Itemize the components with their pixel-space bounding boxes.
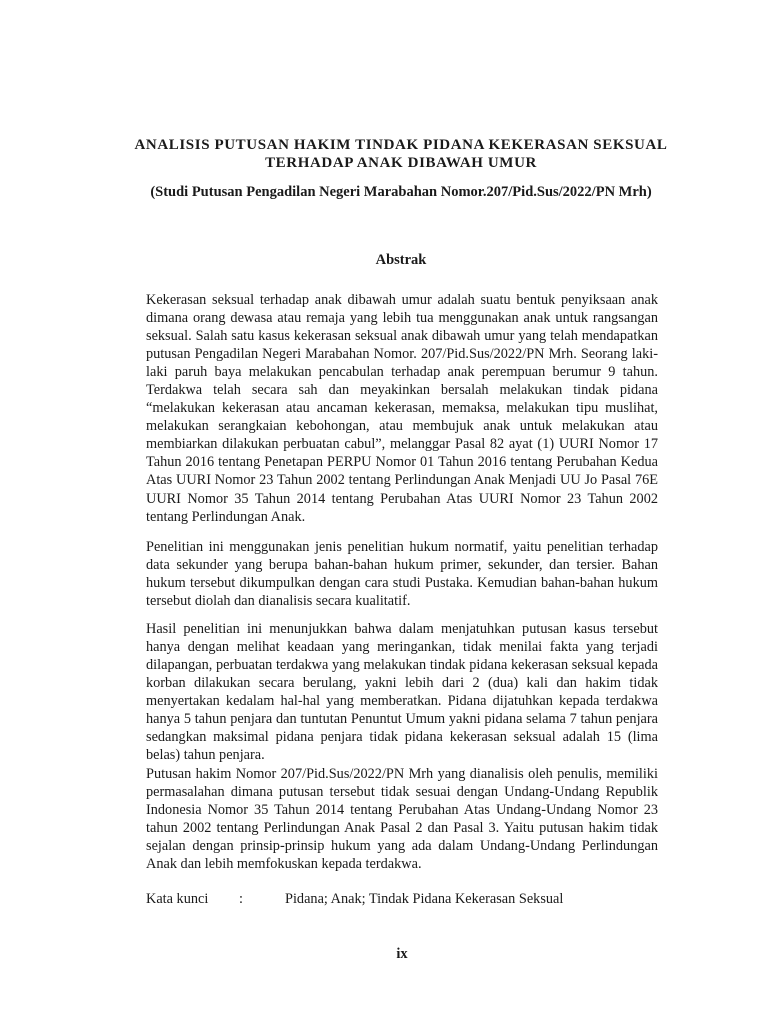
abstract-paragraph-3: Hasil penelitian ini menunjukkan bahwa dalam menjatuhkan putusan kasus tersebut hanya dengan melihat keadaan yang meringankan, tidak menilai fakta yang terjadi dilapangan, perbuatan terdakwa yang melakukan tindak pidana kekerasan seksual kepada korban dilakukan secara berulang, yakni lebih dari 2 (dua) kali dan hakim tidak menyertakan kedalam hal-hal yang memberatkan. Pidana dijatuhkan kepada terdakwa hanya 5 tahun penjara dan tuntutan Penuntut Umum yakni pidana selama 7 tahun penjara sedangkan maksimal pidana penjara tidak pidana kekerasan seksual adalah 15 (lima belas) tahun penjara.: [146, 621, 658, 764]
document-subtitle: (Studi Putusan Pengadilan Negeri Marabahan Nomor.207/Pid.Sus/2022/PN Mrh): [150, 184, 652, 200]
keywords-value: Pidana; Anak; Tindak Pidana Kekerasan Seksual: [285, 891, 564, 907]
keywords-colon: :: [239, 891, 243, 907]
abstract-paragraph-2: Penelitian ini menggunakan jenis penelitian hukum normatif, yaitu penelitian terhadap data sekunder yang berupa bahan-bahan hukum primer, sekunder, dan tersier. Bahan hukum tersebut dikumpulkan dengan cara studi Pustaka. Kemudian bahan-bahan hukum tersebut diolah dan dianalisis secara kualitatif.: [146, 539, 658, 610]
keywords-label: Kata kunci: [146, 891, 209, 907]
document-title: ANALISIS PUTUSAN HAKIM TINDAK PIDANA KEKERASAN SEKSUAL TERHADAP ANAK DIBAWAH UMUR: [134, 137, 668, 171]
abstract-paragraph-4: Putusan hakim Nomor 207/Pid.Sus/2022/PN Mrh yang dianalisis oleh penulis, memiliki permasalahan dimana putusan tersebut tidak sesuai dengan Undang-Undang Republik Indonesia Nomor 35 Tahun 2014 tentang Perubahan Atas Undang-Undang Nomor 23 tahun 2002 tentang Perlindungan Anak Pasal 2 dan Pasal 3. Yaitu putusan hakim tidak sejalan dengan prinsip-prinsip hukum yang ada dalam Undang-Undang Perlindungan Anak dan lebih memfokuskan kepada terdakwa.: [146, 766, 658, 873]
abstract-heading: Abstrak: [375, 252, 427, 268]
keywords-line: [146, 890, 658, 908]
page-number: ix: [396, 946, 408, 962]
abstract-paragraph-1: Kekerasan seksual terhadap anak dibawah umur adalah suatu bentuk penyiksaan anak dimana orang dewasa atau remaja yang lebih tua menggunakan anak untuk rangsangan seksual. Salah satu kasus kekerasan seksual anak dibawah umur yang telah mendapatkan putusan Pengadilan Negeri Marabahan Nomor. 207/Pid.Sus/2022/PN Mrh. Seorang laki-laki paruh baya melakukan pencabulan terhadap anak perempuan berumur 9 tahun. Terdakwa telah secara sah dan meyakinkan bersalah melakukan tindak pidana “melakukan kekerasan atau ancaman kekerasan, memaksa, melakukan tipu muslihat, melakukan serangkaian kebohongan, atau membujuk anak untuk melakukan atau membiarkan dilakukan perbuatan cabul”, melanggar Pasal 82 ayat (1) UURI Nomor 17 Tahun 2016 tentang Penetapan PERPU Nomor 01 Tahun 2016 tentang Perubahan Kedua Atas UURI Nomor 23 Tahun 2002 tentang Perlindungan Anak Menjadi UU Jo Pasal 76E UURI Nomor 35 Tahun 2014 tentang Perubahan Atas UURI Nomor 23 Tahun 2002 tentang Perlindungan Anak.: [146, 292, 658, 525]
